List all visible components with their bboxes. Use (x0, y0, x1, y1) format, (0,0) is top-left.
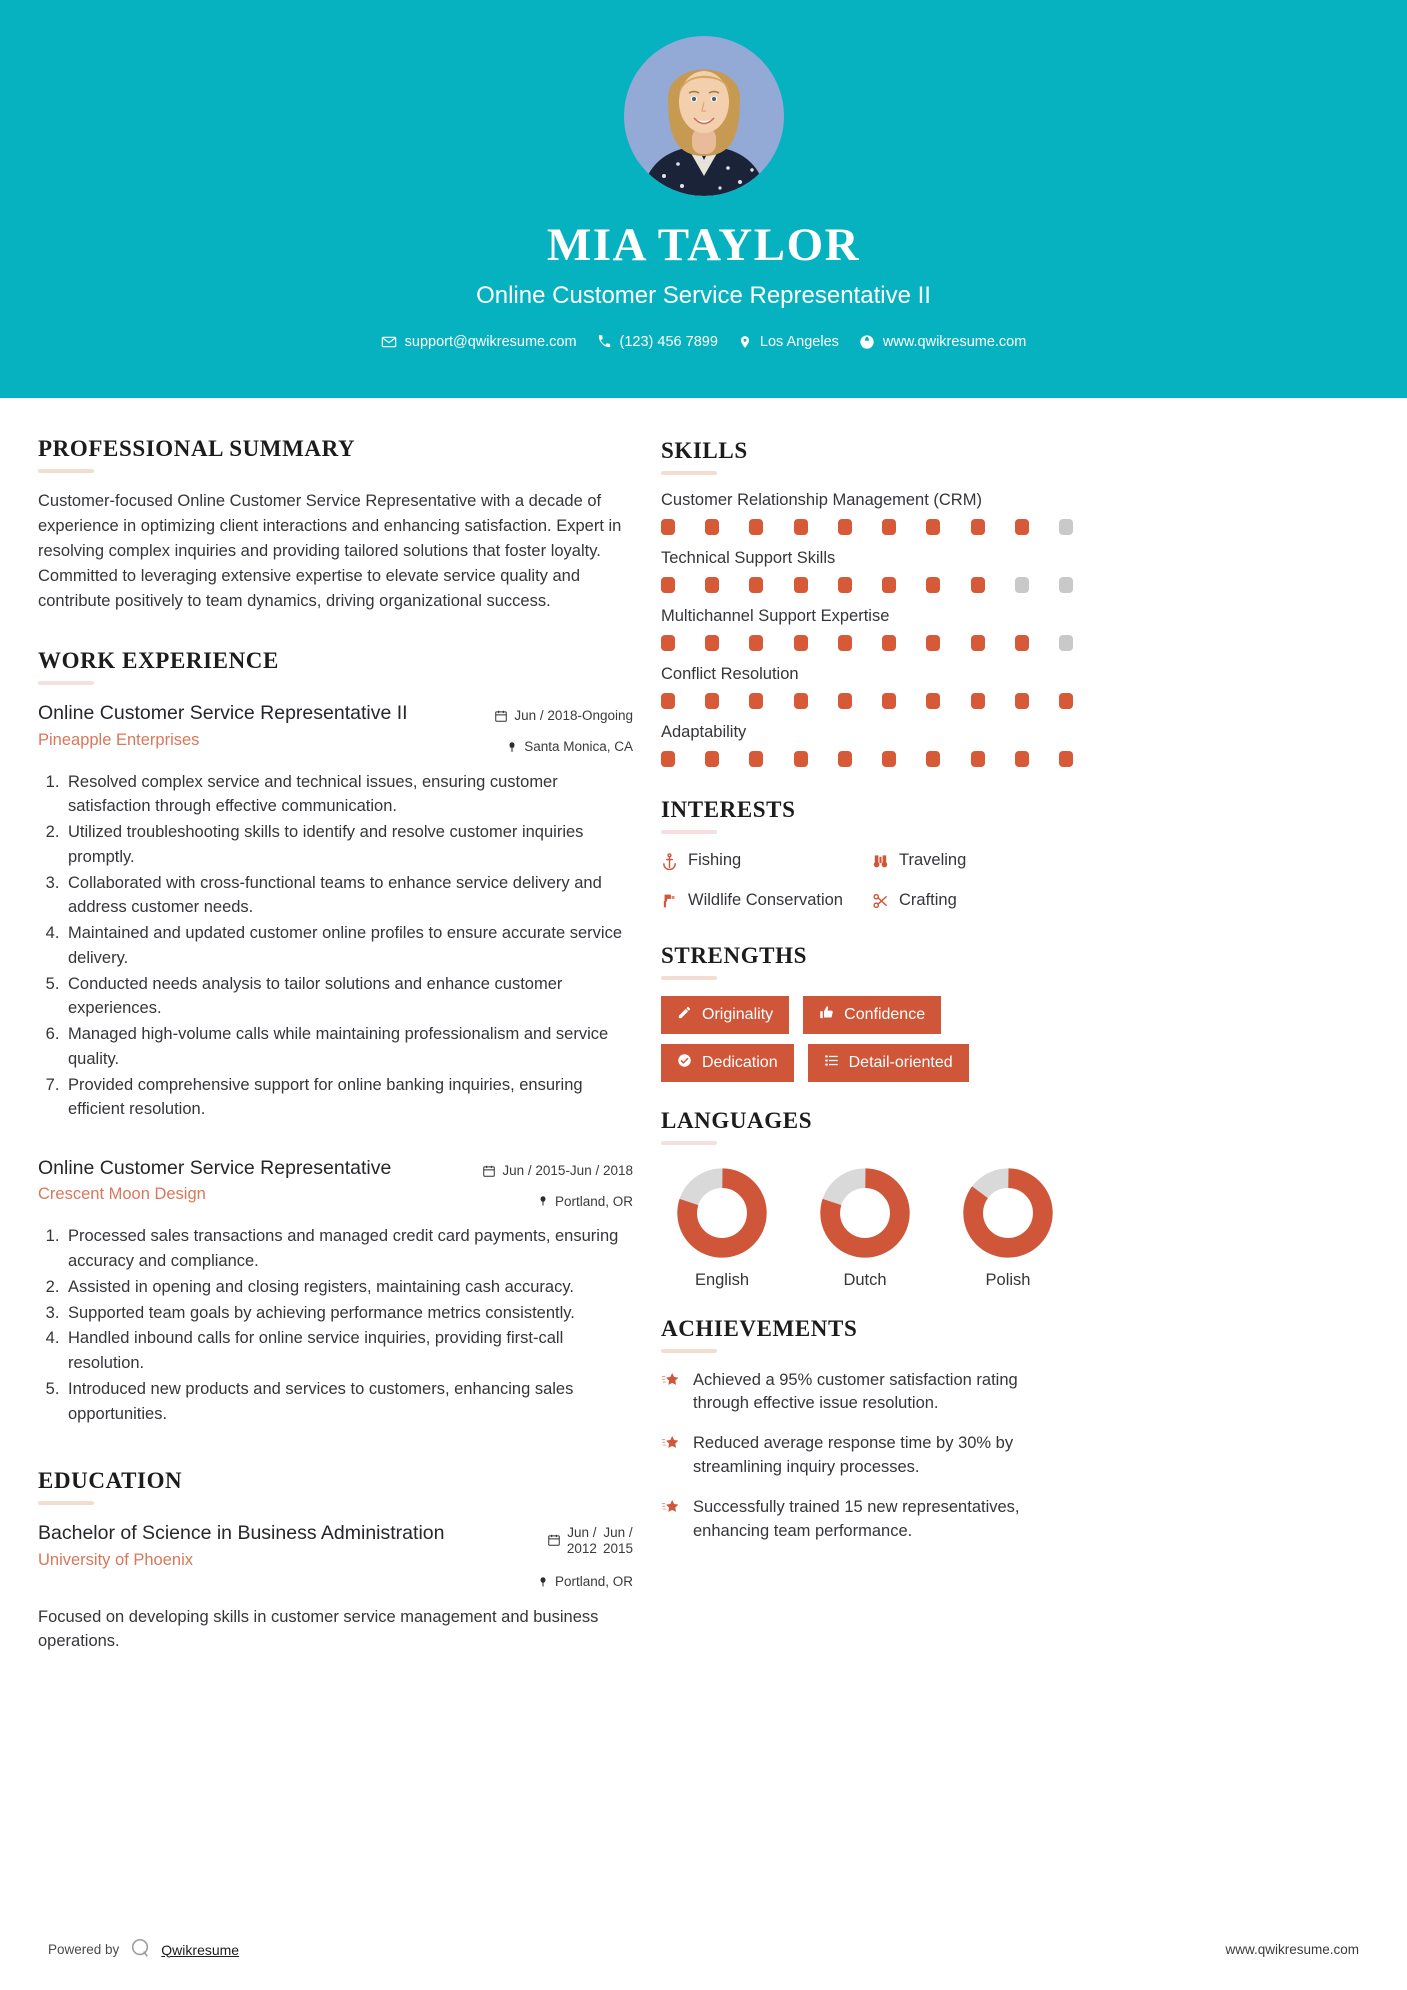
skill-label: Multichannel Support Expertise (661, 607, 890, 625)
languages-title: LANGUAGES (661, 1107, 813, 1133)
list-item: 2. Assisted in opening and closing registers, maintaining cash accuracy. (64, 1275, 633, 1300)
phone-icon (597, 334, 612, 349)
language-donut (676, 1167, 768, 1259)
skills-title: SKILLS (661, 438, 748, 463)
work-entry-location-text: Santa Monica, CA (524, 738, 633, 754)
strength-label: Confidence (844, 1005, 926, 1023)
skill-item (661, 723, 1073, 767)
skill-dot (661, 577, 675, 593)
work-entry-meta (494, 701, 633, 757)
skill-dot (882, 519, 896, 535)
skill-item (661, 491, 1073, 535)
skill-item (661, 549, 1073, 593)
contact-phone[interactable] (597, 334, 718, 350)
skill-label: Conflict Resolution (661, 665, 799, 683)
map-pin-icon (537, 1194, 549, 1208)
contact-website[interactable] (859, 334, 1026, 350)
list-item: 3. Supported team goals by achieving performance metrics consistently. (64, 1301, 633, 1326)
skill-dot (749, 751, 763, 767)
list-item: 6. Managed high-volume calls while maintaining professionalism and service quality. (64, 1022, 633, 1072)
language-donut (819, 1167, 911, 1259)
list-item: 2. Utilized troubleshooting skills to identify and resolve customer inquiries promptly. (64, 820, 633, 870)
skill-label: Customer Relationship Management (CRM) (661, 491, 982, 509)
section-languages (661, 1108, 1073, 1290)
strength-badge (661, 996, 789, 1034)
section-rule (38, 469, 94, 473)
work-entry-role: Online Customer Service Representative (38, 1157, 392, 1180)
map-pin-icon (506, 740, 518, 754)
section-rule (661, 830, 717, 834)
skill-dot (882, 693, 896, 709)
strength-badge (808, 1044, 969, 1082)
work-entry-bullets (38, 770, 633, 1123)
work-entry (38, 701, 633, 1122)
work-entry-location (494, 736, 633, 758)
section-rule (661, 471, 717, 475)
education-title: EDUCATION (38, 1468, 183, 1494)
skill-dot (1059, 693, 1073, 709)
contact-website-text: www.qwikresume.com (882, 333, 1027, 350)
skill-dot (794, 751, 808, 767)
skill-dot (1059, 635, 1073, 651)
wildlife-icon (661, 890, 678, 917)
skill-dot (1015, 577, 1029, 593)
strength-badge (661, 1044, 794, 1082)
resume-footer (0, 1937, 1407, 1990)
interest-label: Crafting (899, 890, 957, 909)
section-strengths (661, 943, 1073, 1082)
list-item: 5. Introduced new products and services to customers, enhancing sales opportunities. (64, 1377, 633, 1427)
education-degree: Bachelor of Science in Business Administration (38, 1522, 445, 1545)
section-rule (661, 1349, 717, 1353)
interests-title: INTERESTS (661, 797, 796, 822)
skill-dot (971, 635, 985, 651)
language-label: English (694, 1270, 750, 1289)
achievement-text: Achieved a 95% customer satisfaction rating through effective issue resolution. (693, 1370, 1018, 1412)
language-item (667, 1167, 777, 1290)
professional-summary-text: Customer-focused Online Customer Service Representative with a decade of experience in optimizing client interactions and enhancing satisfaction. Expert in resolving complex inquiries and providing tailored solutions that foster loyalty. Committed to leveraging extensive expertise to elevate service quality and contribute positively to team dynamics, driving organizational success. (38, 492, 622, 611)
skill-dot (838, 751, 852, 767)
resume-header (0, 0, 1407, 398)
work-entry-dates (494, 705, 633, 727)
section-rule (661, 976, 717, 980)
language-item (953, 1167, 1063, 1290)
map-pin-icon (537, 1575, 549, 1589)
skill-dot (794, 519, 808, 535)
section-skills (661, 438, 1073, 767)
skill-dot (661, 751, 675, 767)
work-entry (38, 1156, 633, 1426)
work-entry-dates-text: Jun / 2015-Jun / 2018 (502, 1163, 633, 1179)
skill-dot (926, 693, 940, 709)
skill-dot (971, 519, 985, 535)
star-icon (661, 1432, 681, 1460)
skill-dot (1015, 693, 1029, 709)
skill-rating (661, 519, 1073, 535)
skill-dot (1059, 519, 1073, 535)
skill-dot (1015, 635, 1029, 651)
education-entry (38, 1521, 633, 1654)
right-column (661, 436, 1073, 1662)
star-icon (661, 1496, 681, 1524)
education-date-start-month: Jun / (567, 1525, 597, 1541)
calendar-icon (494, 709, 508, 723)
powered-by (48, 1937, 239, 1962)
skill-dot (794, 693, 808, 709)
achievements-title: ACHIEVEMENTS (661, 1315, 858, 1341)
skill-dot (1015, 751, 1029, 767)
skill-dot (794, 577, 808, 593)
contact-email[interactable] (381, 334, 577, 350)
skill-dot (926, 519, 940, 535)
skill-dot (661, 635, 675, 651)
skill-rating (661, 635, 1073, 651)
skill-dot (971, 577, 985, 593)
work-entry-role: Online Customer Service Representative II (38, 702, 408, 725)
work-entry-location-text: Portland, OR (554, 1193, 633, 1209)
achievement-item (661, 1369, 1073, 1416)
education-dates (537, 1525, 633, 1557)
section-education (38, 1468, 633, 1654)
education-date-end-year: 2015 (602, 1541, 633, 1557)
work-entry-bullets (38, 1224, 633, 1426)
language-label: Dutch (843, 1270, 887, 1289)
section-rule (38, 1501, 94, 1505)
education-school: University of Phoenix (38, 1550, 193, 1569)
envelope-icon (381, 334, 397, 350)
professional-summary-title: PROFESSIONAL SUMMARY (38, 436, 356, 461)
strength-badge (803, 996, 941, 1034)
list-item: 3. Collaborated with cross-functional teams to enhance service delivery and address customer needs. (64, 871, 633, 921)
skill-dot (838, 519, 852, 535)
section-professional-summary (38, 436, 633, 614)
list-icon (824, 1053, 839, 1073)
skill-item (661, 607, 1073, 651)
work-entry-dates (482, 1160, 633, 1182)
skill-dot (838, 577, 852, 593)
skill-dot (1015, 519, 1029, 535)
education-description: Focused on developing skills in customer service management and business operations. (38, 1607, 599, 1651)
contact-location (738, 334, 839, 350)
qwikresume-link[interactable]: Qwikresume (161, 1941, 240, 1958)
skill-item (661, 665, 1073, 709)
education-date-start (567, 1525, 597, 1557)
section-interests (661, 797, 1073, 917)
thumbs-up-icon (819, 1005, 834, 1025)
work-entry-org: Crescent Moon Design (38, 1185, 206, 1204)
skill-rating (661, 751, 1073, 767)
skill-dot (882, 751, 896, 767)
page-title: MIA TAYLOR (546, 219, 861, 271)
language-donut (962, 1167, 1054, 1259)
work-entry-location (482, 1191, 633, 1213)
skill-rating (661, 577, 1073, 593)
powered-by-label: Powered by (48, 1942, 120, 1957)
skill-dot (749, 693, 763, 709)
skill-dot (882, 635, 896, 651)
list-item: 1. Resolved complex service and technical issues, ensuring customer satisfaction through effective communication. (64, 770, 633, 820)
contact-phone-text: (123) 456 7899 (619, 333, 718, 350)
resume-body (0, 398, 1407, 1662)
skill-dot (661, 693, 675, 709)
skill-dot (705, 751, 719, 767)
contact-location-text: Los Angeles (759, 333, 839, 350)
strength-label: Originality (702, 1005, 774, 1023)
skill-dot (705, 635, 719, 651)
binoculars-icon (872, 850, 889, 877)
skill-dot (926, 751, 940, 767)
list-item: 1. Processed sales transactions and managed credit card payments, ensuring accuracy and compliance. (64, 1224, 633, 1274)
section-work-experience (38, 648, 633, 1426)
education-date-end (603, 1525, 633, 1557)
globe-icon (859, 334, 875, 350)
calendar-icon (482, 1164, 496, 1178)
strength-label: Dedication (702, 1053, 778, 1071)
interest-label: Fishing (688, 851, 742, 869)
pencil-icon (677, 1005, 692, 1025)
section-achievements (661, 1316, 1073, 1544)
section-rule (38, 681, 94, 685)
left-column (38, 436, 633, 1662)
interest-label: Wildlife Conservation (688, 890, 843, 909)
achievement-text: Reduced average response time by 30% by streamlining inquiry processes. (693, 1434, 1014, 1476)
education-date-start-year: 2012 (566, 1541, 597, 1557)
list-item: 4. Maintained and updated customer online profiles to ensure accurate service delivery. (64, 921, 633, 971)
language-label: Polish (985, 1270, 1031, 1289)
skill-dot (705, 693, 719, 709)
skill-dot (749, 635, 763, 651)
skill-dot (794, 635, 808, 651)
strength-label: Detail-oriented (848, 1053, 953, 1071)
check-circle-icon (677, 1053, 692, 1073)
interest-label: Traveling (899, 851, 967, 869)
work-experience-title: WORK EXPERIENCE (38, 648, 279, 674)
skill-dot (971, 693, 985, 709)
skill-dot (838, 693, 852, 709)
avatar (624, 36, 784, 196)
scissors-icon (872, 890, 889, 917)
skill-dot (926, 635, 940, 651)
calendar-icon (547, 1533, 561, 1550)
skill-dot (1059, 577, 1073, 593)
contact-email-text: support@qwikresume.com (404, 333, 577, 350)
language-item (810, 1167, 920, 1290)
skill-dot (926, 577, 940, 593)
header-job-title: Online Customer Service Representative II (476, 281, 931, 309)
interest-item (872, 850, 1073, 877)
work-entry-org: Pineapple Enterprises (38, 730, 200, 749)
skill-dot (705, 519, 719, 535)
skill-dot (661, 519, 675, 535)
strengths-title: STRENGTHS (661, 942, 808, 968)
work-entry-meta (482, 1156, 633, 1212)
interest-item (872, 890, 1073, 917)
list-item: 4. Handled inbound calls for online service inquiries, providing first-call resolution. (64, 1326, 633, 1376)
education-meta (537, 1521, 633, 1592)
skill-rating (661, 693, 1073, 709)
interest-item (661, 850, 862, 877)
skill-dot (838, 635, 852, 651)
skill-label: Adaptability (661, 723, 747, 741)
skill-dot (1059, 751, 1073, 767)
work-entry-dates-text: Jun / 2018-Ongoing (514, 708, 633, 724)
skill-dot (705, 577, 719, 593)
contact-row (0, 334, 1407, 350)
skill-dot (971, 751, 985, 767)
education-date-end-month: Jun / (603, 1525, 633, 1541)
skill-dot (882, 577, 896, 593)
interest-item (661, 890, 862, 917)
location-pin-icon (738, 334, 752, 350)
anchor-icon (661, 850, 678, 877)
education-location-text: Portland, OR (554, 1574, 633, 1590)
section-rule (661, 1141, 717, 1145)
qwikresume-logo-icon (129, 1937, 151, 1962)
list-item: 5. Conducted needs analysis to tailor solutions and enhance customer experiences. (64, 972, 633, 1022)
list-item: 7. Provided comprehensive support for online banking inquiries, ensuring efficient resolution. (64, 1073, 633, 1123)
footer-url[interactable]: www.qwikresume.com (1225, 1942, 1359, 1957)
skill-dot (749, 519, 763, 535)
achievement-text: Successfully trained 15 new representatives, enhancing team performance. (693, 1498, 1020, 1540)
achievement-item (661, 1496, 1073, 1543)
achievement-item (661, 1432, 1073, 1479)
education-location (537, 1571, 633, 1593)
star-icon (661, 1369, 681, 1397)
skill-dot (749, 577, 763, 593)
skill-label: Technical Support Skills (661, 549, 836, 567)
